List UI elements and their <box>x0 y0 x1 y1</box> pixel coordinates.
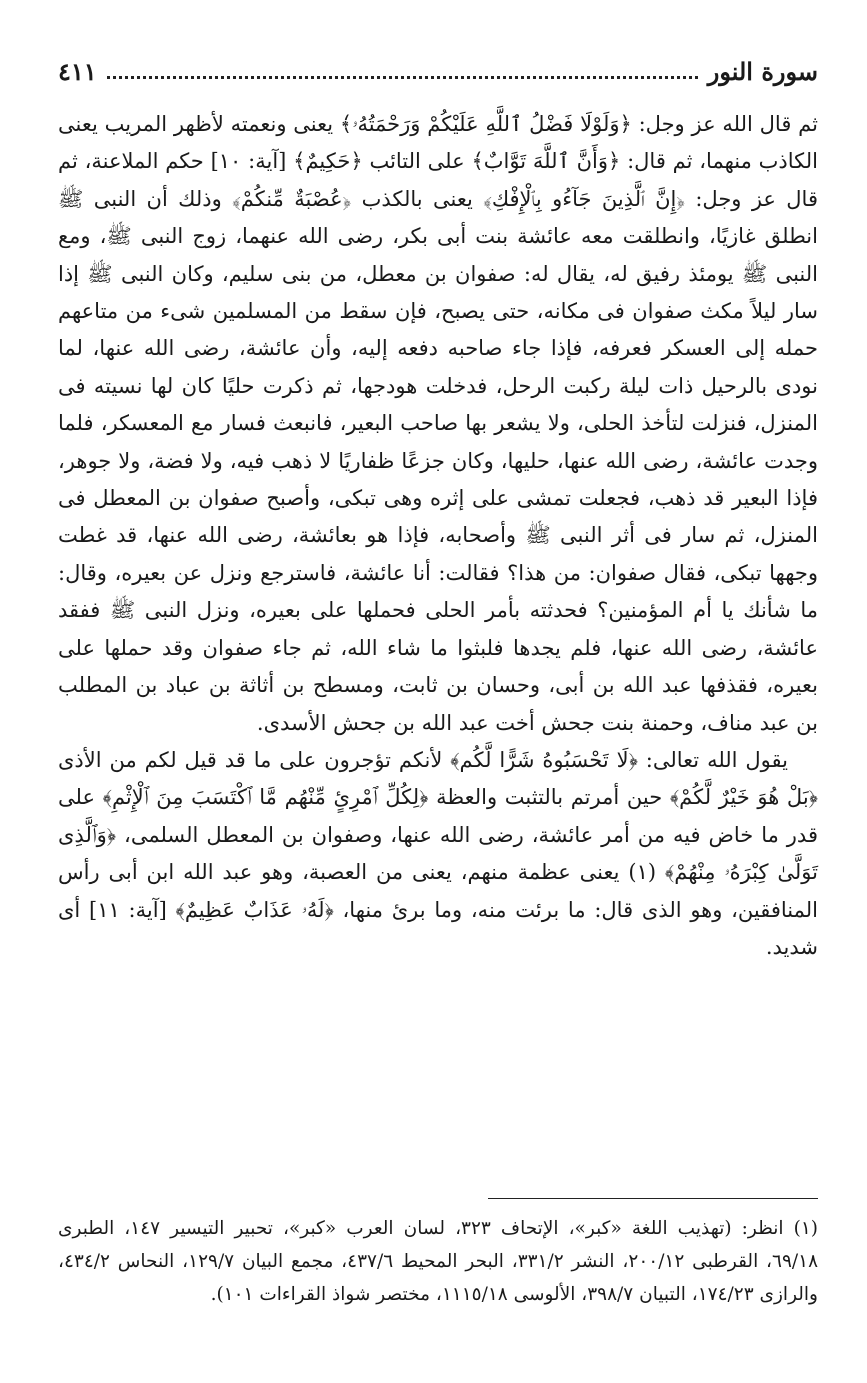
surah-title: سورة النور <box>707 57 818 86</box>
page-header <box>58 46 818 86</box>
header-dot-leader <box>107 76 698 79</box>
footnote <box>58 1212 818 1311</box>
paragraph-2: يقول الله تعالى: ﴿لَا تَحْسَبُوهُ شَرًّا لَّكُم﴾ لأنكم تؤجرون على ما قد قيل لكم من الأذى ﴿بَلْ هُوَ خَيْرٌ لَّكُمْ﴾ حين أمرتم بالتثبت والعظة ﴿لِكُلِّ ٱمْرِئٍ مِّنْهُم مَّا ٱكْتَسَبَ مِنَ ٱلْإِثْمِ﴾ على قدر ما خاض فيه من أمر عائشة، رضى الله عنها، وصفوان بن المعطل السلمى، ﴿وَٱلَّذِى تَوَلَّىٰ كِبْرَهُۥ مِنْهُمْ﴾ (١) يعنى عظمة منهم، يعنى من العصبة، وهو عبد الله ابن أبى رأس المنافقين، وهو الذى قال: ما برئت منه، وما برئ منها، ﴿لَهُۥ عَذَابٌ عَظِيمٌ﴾ [آية: ١١] أى شديد. <box>58 747 819 959</box>
footnote-separator <box>488 1198 818 1199</box>
footnote-text: (١) انظر: (تهذيب اللغة «كبر»، الإتحاف ٣٢٣، لسان العرب «كبر»، تحبير التيسير ١٤٧، الطبرى ٦٩/١٨، القرطبى ٢٠٠/١٢، النشر ٣٣١/٢، البحر المحيط ٤٣٧/٦، مجمع البيان ١٢٩/٧، النحاس ٤٣٤/٢، والرازى ١٧٤/٢٣، التبيان ٣٩٨/٧، الألوسى ١١١٥/١٨، مختصر شواذ القراءات ١٠١). <box>58 1218 819 1305</box>
paragraph-1: ثم قال الله عز وجل: ﴿وَلَوْلَا فَضْلُ ٱللَّهِ عَلَيْكُمْ وَرَحْمَتُهُۥ﴾ يعنى ونعمته لأظهر المريب يعنى الكاذب منهما، ثم قال: ﴿وَأَنَّ ٱللَّهَ تَوَّابٌ﴾ على التائب ﴿حَكِيمٌ﴾ [آية: ١٠] حكم الملاعنة، ثم قال عز وجل: ﴿إِنَّ ٱلَّذِينَ جَآءُو بِٱلْإِفْكِ﴾ يعنى بالكذب ﴿عُصْبَةٌ مِّنكُمْ﴾ وذلك أن النبى ﷺ انطلق غازيًا، وانطلقت معه عائشة بنت أبى بكر، رضى الله عنهما، زوج النبى ﷺ، ومع النبى ﷺ يومئذ رفيق له، يقال له: صفوان بن معطل، من بنى سليم، وكان النبى ﷺ إذا سار ليلاً مكث صفوان فى مكانه، حتى يصبح، فإن سقط من المسلمين شىء من متاعهم حمله إلى العسكر فعرفه، فإذا جاء صاحبه دفعه إليه، وأن عائشة، رضى الله عنها، لما نودى بالرحيل ذات ليلة ركبت الرحل، فدخلت هودجها، ثم ذكرت حليًا كان لها نسيته فى المنزل، فنزلت لتأخذ الحلى، ولا يشعر بها صاحب البعير، فانبعث فسار مع المعسكر، فلما وجدت عائشة، رضى الله عنها، حليها، وكان جزعًا ظفاريًا لا ذهب فيه، ولا فضة، ولا جوهر، فإذا البعير قد ذهب، فجعلت تمشى على إثره وهى تبكى، وأصبح صفوان بن المعطل فى المنزل، ثم سار فى أثر النبى ﷺ وأصحابه، فإذا هو بعائشة، رضى الله عنها، قد غطت وجهها تبكى، فقال صفوان: من هذا؟ فقالت: أنا عائشة، فاسترجع ونزل عن بعيره، وقال: ما شأنك يا أم المؤمنين؟ فحدثته بأمر الحلى فحملها على بعيره، ونزل النبى ﷺ ففقد عائشة، رضى الله عنها، فلم يجدها فلبثوا ما شاء الله، ثم جاء صفوان وقد حملها على بعيره، فقذفها عبد الله بن أبى، وحسان بن ثابت، ومسطح بن أثاثة بن عباد بن المطلب بن عبد مناف، وحمنة بنت جحش أخت عبد الله بن جحش الأسدى. <box>58 112 819 735</box>
page-number: ٤١١ <box>58 57 97 86</box>
main-text <box>58 106 818 966</box>
